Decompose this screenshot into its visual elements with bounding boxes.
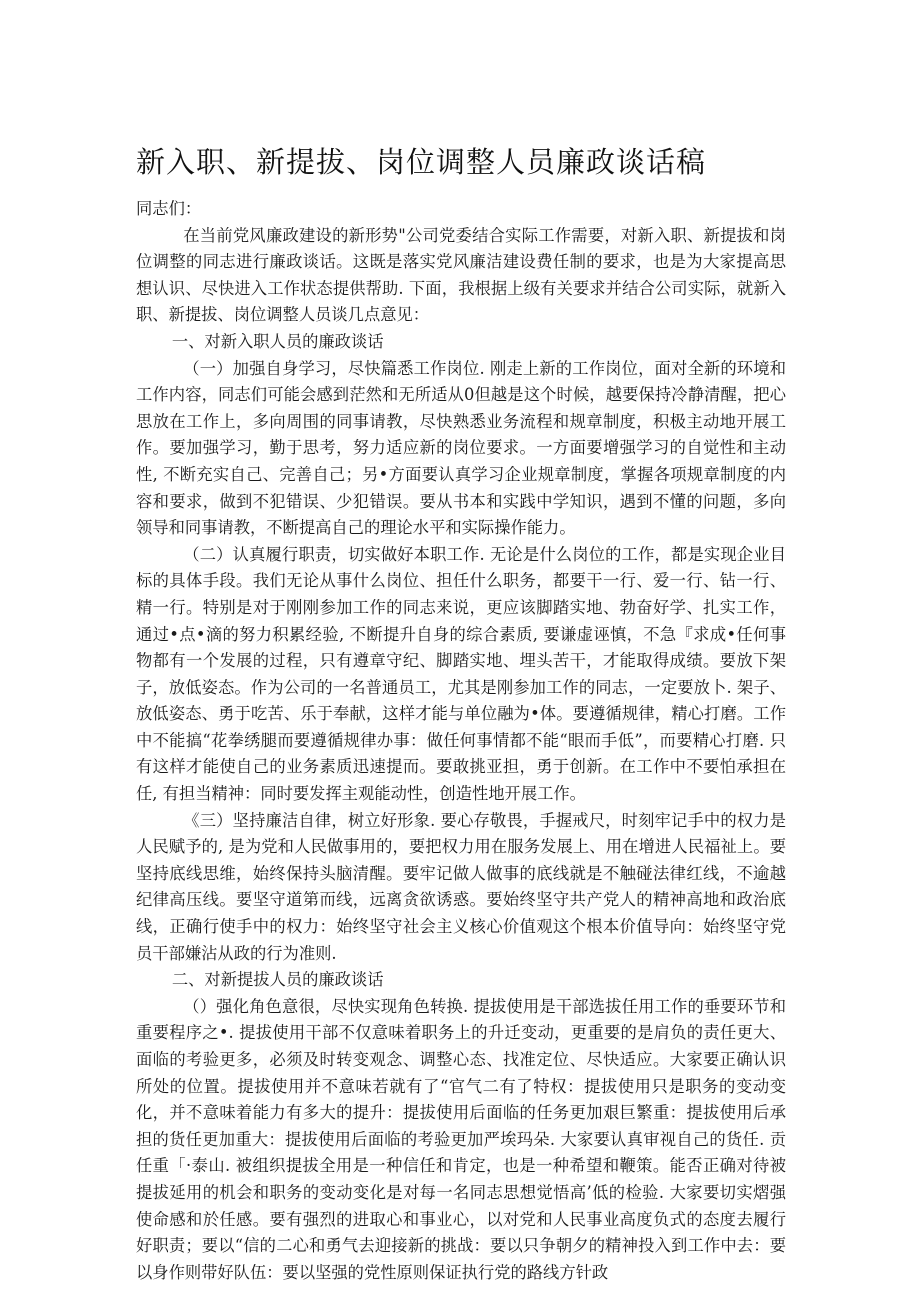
section-2-paragraph-1: （）强化角色意很，尽快实现角色转换. 提拔使用是干部选拔任用工作的垂要环节和重要程序之•. 提拔使用干部不仅意味着职务上的升迁变动，更重要的是肩负的责任更大、面临的考验更多，必须及时转变观念、调整心态、找准定位、尽快适应。大家要正确认识所处的位置。提拔使用并不意味若就有了“官气二有了特权：提拔使用只是职务的变动变化，并不意味着能力有多大的提升：提拔使用后面临的任务更加艰巨繁重：提拔使用后承担的货任更加重大：提拔使用后面临的考验更加严埃玛朵. 大家要认真审视自己的货任. 贡任重「·泰山. 被组织提拔全用是一种信任和肯定，也是一种希望和鞭策。能否正确对待被提拔延用的机会和职务的变动变化是对每一名同志思想觉悟高’低的检验. 大家要切实熠强使命感和於任感。要有强烈的进取心和事业心，以对党和人民事业高度负式的态度去履行好职责；要以“信的二心和勇气去迎接新的挑战：要以只争朝夕的精神投入到工作中去：要以身作则带好队伍：要以坚强的党性原则保证执行党的路线方针政 bbox=[136, 996, 786, 1282]
document-body bbox=[136, 196, 786, 1286]
section-1-paragraph-3: 《三）坚持廉洁自律，树立好形象. 要心存敬畏，手握戒尺，时刻牢记手中的权力是人民赋予的, 是为党和人民做事用的，要把权力用在服务发展上、用在增进人民福祉上。要坚持底线思维，始终保持头脑清醒。要牢记做人做事的底线就是不触碰法律红线，不逾越纪律高压线。要坚守道第而线，远离贪欲诱惑。要始终坚守共产党人的精神高地和政治底线，正确行使手中的权力：始终坚守社会主义核心价值观这个根本价值导向：始终坚守党员干部嫌沾从政的行为准则. bbox=[136, 810, 786, 963]
document-title: 新入职、新提拔、岗位调整人员廉政谈话稿 bbox=[136, 145, 707, 179]
section-1-heading: 一、对新入职人员的廉政谈话 bbox=[171, 331, 384, 351]
section-2-heading: 二、对新提拔人员的廉政谈话 bbox=[171, 970, 384, 990]
section-1-paragraph-2: （二）认真履行职责，切实做好本职工作. 无论是什么岗位的工作，都是实现企业目标的具体手段。我们无论从事什么岗位、担任什么职务，都要干一行、爱一行、钻一行、精一行。特别是对于刚刚参加工作的同志来说，更应该脚踏实地、勃奋好学、扎实工作，通过•点•滴的努力积累经验, 不断提升自身的综合素质, 要谦虚诬慎，不急『求成•任何事物都有一个发展的过程，只有遵章守纪、脚踏实地、埋头苦干，才能取得成绩。要放下架子，放低姿态。作为公司的一名普通员工，尤其是刚参加工作的同志，一定要放卜. 架子、放低姿态、勇于吃苦、乐于奉献，这样才能与单位融为•体。要遵循规律，精心打磨。工作中不能搞“花拳绣腿而要遵循规律办事：做任何事情都不能“眼而手低”，而要精心打磨. 只有这样才能使自己的业务素质迅速提而。要敢挑亚担，勇于创新。在工作中不要怕承担在任, 有担当精神：同时要发挥主观能动性，创造性地开展工作。 bbox=[136, 544, 786, 804]
intro-paragraph: 在当前党风廉政建设的新形势"公司党委结合实际工作需要，对新入职、新提拔和岗位调整的同志进行廉政谈话。这既是落实党风廉洁建设费任制的要求，也是为大家提高思想认识、尽快进入工作状态提供帮助. 下面，我根据上级有关要求并结合公司实际，就新入职、新提拔、岗位调整人员谈几点意见： bbox=[136, 225, 786, 325]
greeting: 同志们： bbox=[136, 199, 202, 218]
section-1-paragraph-1: （一）加强自身学习，尽快篇悉工作岗位. 刚走上新的工作岗位，面对全新的环境和工作内容，同志们可能会感到茫然和无所适从0但越是这个时候，越要保持冷静清醒，把心思放在工作上，多向周围的同事请教，尽快熟悉业务流程和规章制度，积极主动地开展工作。要加强学习，勤于思考，努力适应新的岗位要求。一方面要增强学习的自觉性和主动性, 不断充实自己、完善自己；另•方面要认真学习企业规章制度，掌握各项规章制度的内容和要求，做到不犯错误、少犯错误。要从书本和实践中学知识，遇到不懂的问题，多向领导和同事请教，不断提高自己的理论水平和实际操作能力。 bbox=[136, 358, 786, 538]
